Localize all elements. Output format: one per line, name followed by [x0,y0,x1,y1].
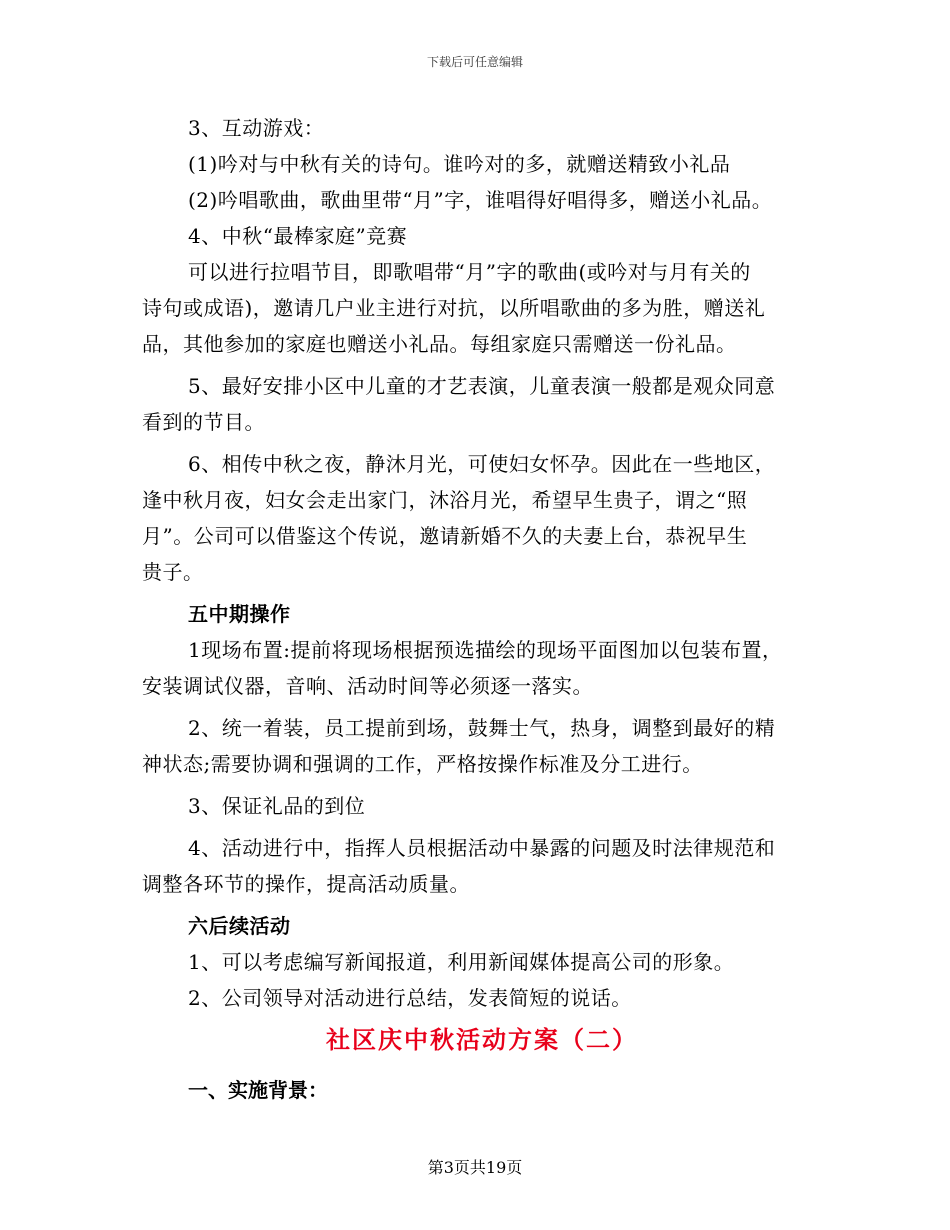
document-body [142,110,822,1110]
page-number: 第3页共19页 [427,1158,523,1177]
page-header: 下载后可任意编辑 [426,55,523,69]
section-heading: 六后续活动 [188,914,291,938]
paragraph-line: 可以进行拉唱节目，即歌唱带“月”字的歌曲(或吟对与月有关的 [188,260,751,284]
paragraph: (1)吟对与中秋有关的诗句。谁吟对的多，就赠送精致小礼品 [188,152,731,176]
paragraph-line: 4、活动进行中，指挥人员根据活动中暴露的问题及时法律规范和 [188,836,776,860]
paragraph-line: 调整各环节的操作，提高活动质量。 [142,872,470,896]
paragraph-line: 看到的节目。 [142,410,265,434]
paragraph-line: 1现场布置:提前将现场根据预选描绘的现场平面图加以包装布置， [188,638,783,662]
subheading: 一、实施背景： [188,1078,328,1102]
paragraph: 3、互动游戏： [188,116,325,140]
paragraph: 4、中秋“最棒家庭”竞赛 [188,224,408,248]
paragraph-line: 品，其他参加的家庭也赠送小礼品。每组家庭只需赠送一份礼品。 [142,332,737,356]
paragraph-line: 神状态;需要协调和强调的工作，严格按操作标准及分工进行。 [142,752,703,776]
section-title: 社区庆中秋活动方案（二） [326,1026,638,1054]
paragraph-line: 5、最好安排小区中儿童的才艺表演，儿童表演一般都是观众同意 [188,374,776,398]
paragraph: 2、公司领导对活动进行总结，发表简短的说话。 [188,986,632,1010]
section-heading: 五中期操作 [188,602,291,626]
paragraph-line: 2、统一着装，员工提前到场，鼓舞士气，热身，调整到最好的精 [188,716,776,740]
paragraph-line: 逢中秋月夜，妇女会走出家门，沐浴月光，希望早生贵子，谓之“照 [142,488,748,512]
paragraph-line: 月”。公司可以借鉴这个传说，邀请新婚不久的夫妻上台，恭祝早生 [142,524,748,548]
paragraph-line: 诗句或成语)，邀请几户业主进行对抗，以所唱歌曲的多为胜，赠送礼 [142,296,766,320]
paragraph: 1、可以考虑编写新闻报道，利用新闻媒体提高公司的形象。 [188,950,735,974]
paragraph: 3、保证礼品的到位 [188,794,366,818]
paragraph-line: 6、相传中秋之夜，静沐月光，可使妇女怀孕。因此在一些地区， [188,452,776,476]
paragraph-line: 安装调试仪器，音响、活动时间等必须逐一落实。 [142,674,593,698]
paragraph: (2)吟唱歌曲，歌曲里带“月”字，谁唱得好唱得多，赠送小礼品。 [188,188,773,212]
paragraph-line: 贵子。 [142,560,204,584]
